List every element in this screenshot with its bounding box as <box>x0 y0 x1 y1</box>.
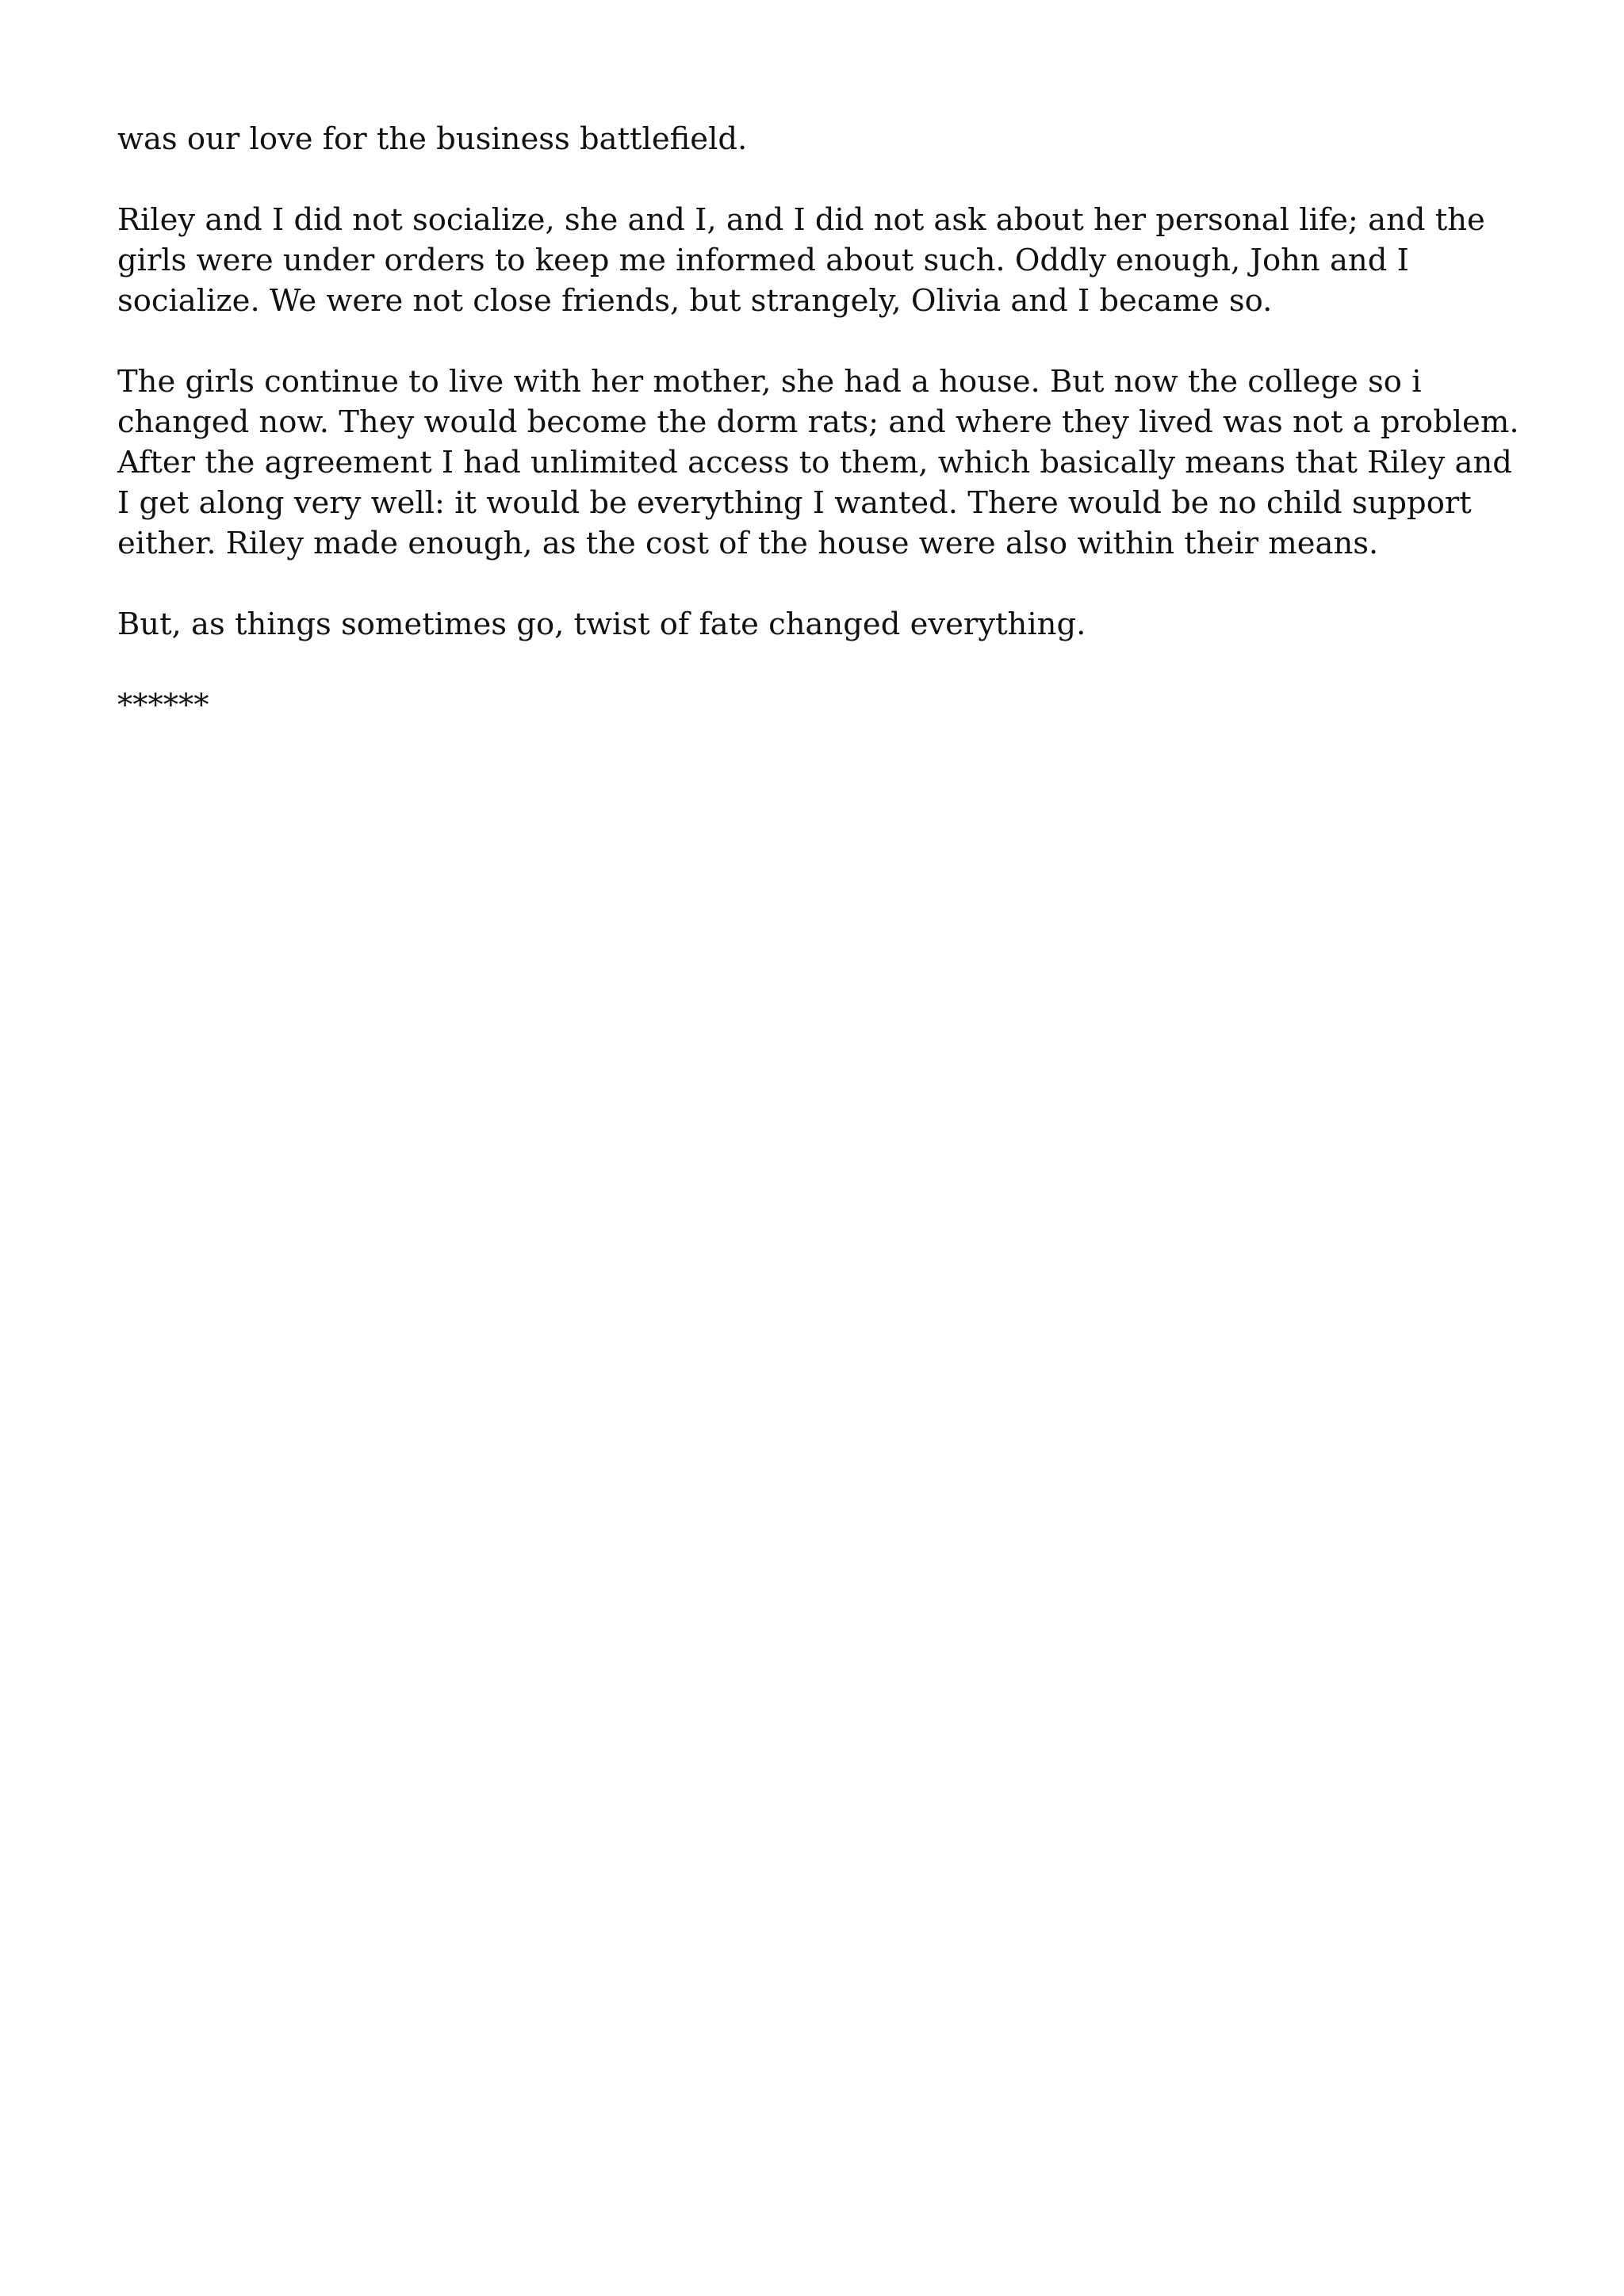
paragraph-socialize: Riley and I did not socialize, she and I, and I did not ask about her personal life; and the girls were under orders to keep me informed about such. Oddly enough, John and I socialize. We were not close friends, but strangely, Olivia and I became so. <box>117 202 1485 319</box>
paragraph-twist-of-fate: But, as things sometimes go, twist of fate changed everything. <box>117 607 1086 642</box>
scene-break: ****** <box>117 687 209 723</box>
paragraph-girls-living: The girls continue to live with her mother, she had a house. But now the college so i changed now. They would become the dorm rats; and where they lived was not a problem. After the agreement I had unlimited access to them, which basically means that Riley and I get along very well: it would be everything I wanted. There would be no child support either. Riley made enough, as the cost of the house were also within their means. <box>117 364 1519 561</box>
document-body <box>117 119 1529 725</box>
paragraph-continuation: was our love for the business battlefield. <box>117 121 748 157</box>
